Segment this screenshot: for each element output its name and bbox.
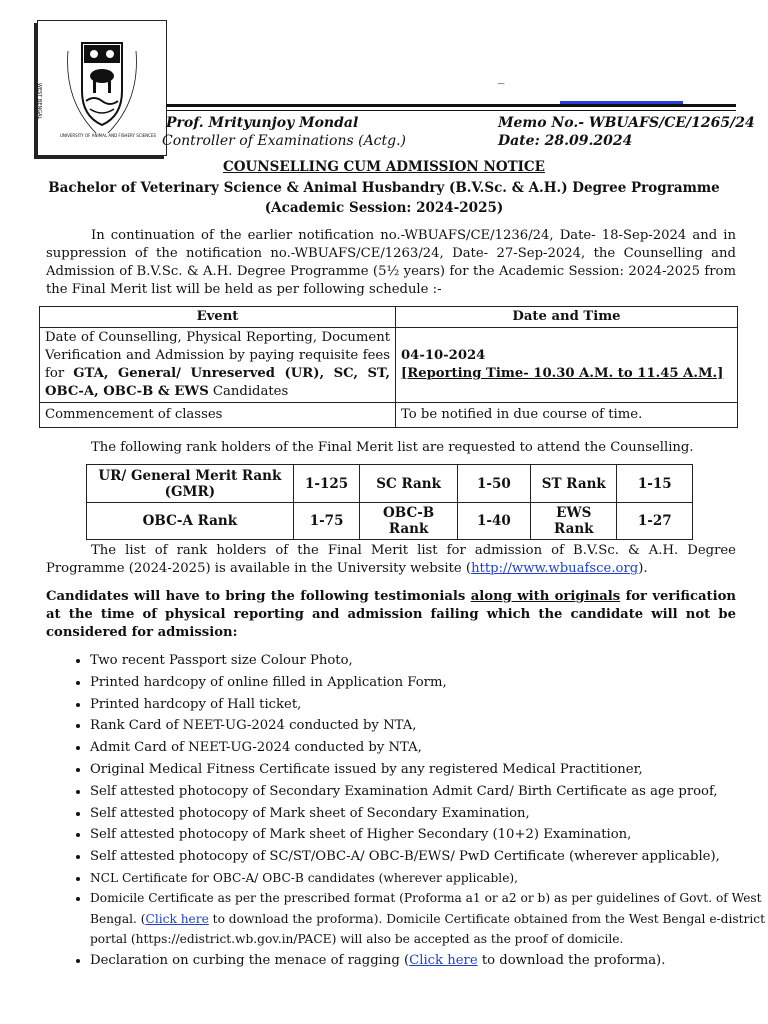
- programme-title: Bachelor of Veterinary Science & Animal Husbandry (B.V.Sc. & A.H.) Degree Programme: [48, 180, 720, 196]
- domicile-item: • Domicile Certificate as per the prescribed format (Proforma a1 or a2 or b) as per guidelines of Govt. of West Bengal. (Click here to download the proforma). Domicile Certificate obtained from the West Bengal e-district portal (https://edistrict.wb.gov.in/PACE) will also be accepted as the proof of domicile.: [90, 888, 768, 950]
- notice-title: COUNSELLING CUM ADMISSION NOTICE: [223, 159, 545, 175]
- rank-label-ews: EWS Rank: [531, 503, 617, 540]
- university-logo: [37, 20, 167, 156]
- document-item: • Original Medical Fitness Certificate issued by any registered Medical Practitioner,: [90, 759, 768, 781]
- rank-label-st: ST Rank: [531, 465, 617, 503]
- document-item: • NCL Certificate for OBC-A/ OBC-B candidates (wherever applicable),: [90, 868, 768, 889]
- rank-value-sc: 1-50: [457, 465, 530, 503]
- university-website-link[interactable]: http://www.wbuafsce.org: [471, 561, 639, 576]
- rank-intro: The following rank holders of the Final Merit list are requested to attend the Counselling.: [91, 440, 694, 455]
- memo-date: Date: 28.09.2024: [498, 133, 633, 149]
- schedule-reporting-time: [Reporting Time- 10.30 A.M. to 11.45 A.M.]: [401, 366, 724, 381]
- document-item: • Self attested photocopy of Mark sheet of Secondary Examination,: [90, 803, 768, 825]
- rank-table: [86, 464, 693, 540]
- schedule-header-event: Event: [40, 307, 396, 328]
- rank-label-sc: SC Rank: [360, 465, 457, 503]
- intro-paragraph: In continuation of the earlier notification no.-WBUAFS/CE/1236/24, Date- 18-Sep-2024 and in suppression of the notification no.-WBUAFS/CE/1263/24, Date- 27-Sep-2024, the Counselling and Admission of B.V.Sc. & A.H. Degree Programme (5½ years) for the Academic Session: 2024-2025 from the Final Merit list will be held as per following schedule :-: [46, 228, 736, 297]
- rank-value-gmr: 1-125: [293, 465, 360, 503]
- rank-value-ews: 1-27: [617, 503, 693, 540]
- header-dash: _: [498, 70, 505, 85]
- document-item: • Printed hardcopy of online filled in Application Form,: [90, 672, 768, 694]
- schedule-row1-date: [396, 328, 738, 403]
- schedule-row1-event: Date of Counselling, Physical Reporting, Document Verification and Admission by paying requisite fees for GTA, General/ Unreserved (UR), SC, ST, OBC-A, OBC-B & EWS Candidates: [40, 328, 396, 403]
- schedule-date-value: 04-10-2024: [401, 348, 486, 363]
- academic-session: (Academic Session: 2024-2025): [264, 200, 504, 216]
- rank-label-obca: OBC-A Rank: [87, 503, 294, 540]
- rank-value-st: 1-15: [617, 465, 693, 503]
- testimonials-paragraph: Candidates will have to bring the following testimonials along with originals for verification at the time of physical reporting and admission failing which the candidate will not be considered for admission:: [46, 589, 736, 640]
- document-item: • Rank Card of NEET-UG-2024 conducted by NTA,: [90, 715, 768, 737]
- officer-name: Prof. Mrityunjoy Mondal: [166, 115, 359, 131]
- schedule-row2-event: Commencement of classes: [40, 403, 396, 428]
- document-item: • Self attested photocopy of Secondary Examination Admit Card/ Birth Certificate as age proof,: [90, 781, 768, 803]
- header-rule-thick: [166, 104, 736, 107]
- rank-value-obca: 1-75: [293, 503, 360, 540]
- header-rule-thin: [166, 110, 736, 111]
- document-item: • Two recent Passport size Colour Photo,: [90, 650, 768, 672]
- document-item: • Self attested photocopy of Mark sheet of Higher Secondary (10+2) Examination,: [90, 824, 768, 846]
- schedule-row2-date: To be notified in due course of time.: [396, 403, 738, 428]
- rank-label-obcb: OBC-B Rank: [360, 503, 457, 540]
- logo-text-bottom: UNIVERSITY OF ANIMAL AND FISHERY SCIENCES: [60, 133, 157, 138]
- schedule-table: [39, 306, 738, 428]
- rank-value-obcb: 1-40: [457, 503, 530, 540]
- document-item: • Admit Card of NEET-UG-2024 conducted by NTA,: [90, 737, 768, 759]
- rank-label-gmr: UR/ General Merit Rank (GMR): [87, 465, 294, 503]
- ragging-proforma-link[interactable]: Click here: [409, 952, 478, 968]
- ragging-item: • Declaration on curbing the menace of ragging (Click here to download the proforma).: [90, 950, 768, 972]
- document-item: • Self attested photocopy of SC/ST/OBC-A/ OBC-B/EWS/ PwD Certificate (wherever applicable),: [90, 846, 768, 868]
- schedule-header-date: Date and Time: [396, 307, 738, 328]
- document-item: • Printed hardcopy of Hall ticket,: [90, 694, 768, 716]
- domicile-proforma-link[interactable]: Click here: [145, 911, 209, 926]
- officer-title: Controller of Examinations (Actg.): [162, 133, 407, 149]
- logo-text-left: WEST BENGAL: [36, 83, 42, 120]
- website-paragraph: The list of rank holders of the Final Merit list for admission of B.V.Sc. & A.H. Degree Programme (2024-2025) is available in the University website (http://www.wbuafsce.org).: [46, 543, 736, 576]
- memo-number: Memo No.- WBUAFS/CE/1265/24: [498, 115, 755, 131]
- documents-list: [60, 650, 768, 972]
